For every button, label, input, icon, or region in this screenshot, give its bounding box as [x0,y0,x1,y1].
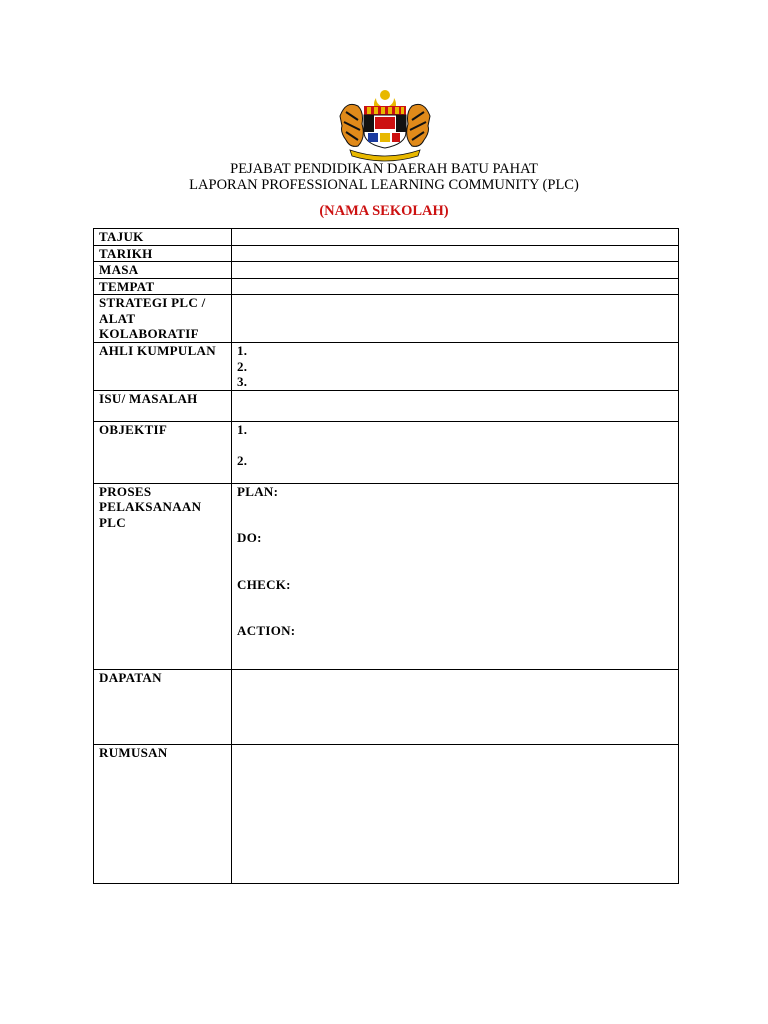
pdca-step-action: ACTION: [237,623,296,638]
list-item: 2. [237,453,248,468]
form-row-masa [94,262,679,279]
form-label: TEMPAT [94,278,232,295]
form-label: TAJUK [94,229,232,246]
form-field-masa[interactable] [232,262,679,279]
form-field-isu-masalah[interactable] [232,390,679,421]
form-field-proses[interactable] [232,483,679,669]
form-label: OBJEKTIF [94,421,232,483]
list-item: 3. [237,374,248,389]
list-item: 1. [237,343,248,358]
form-field-strategi[interactable] [232,295,679,343]
form-label: STRATEGI PLC / ALAT KOLABORATIF [94,295,232,343]
form-field-ahli-kumpulan[interactable] [232,343,679,391]
form-row-rumusan [94,744,679,883]
pdca-step-plan: PLAN: [237,483,279,499]
form-row-dapatan [94,669,679,744]
form-label: DAPATAN [94,669,232,744]
malaysia-coat-of-arms-icon [332,86,438,162]
form-field-tarikh[interactable] [232,245,679,262]
form-row-tajuk [94,229,679,246]
form-label: MASA [94,262,232,279]
list-item: 1. [237,421,248,437]
pdca-step-check: CHECK: [237,576,291,592]
form-label: TARIKH [94,245,232,262]
list-item: 2. [237,358,248,374]
form-field-tajuk[interactable] [232,229,679,246]
form-row-ahli-kumpulan [94,343,679,391]
form-row-tempat [94,278,679,295]
form-label: RUMUSAN [94,744,232,883]
school-name-placeholder: (NAMA SEKOLAH) [319,203,449,219]
plc-report-form [93,228,679,884]
report-title: LAPORAN PROFESSIONAL LEARNING COMMUNITY (PLC) [189,177,579,193]
form-row-tarikh [94,245,679,262]
form-row-proses [94,483,679,669]
form-row-strategi [94,295,679,343]
form-field-objektif[interactable] [232,421,679,483]
form-field-dapatan[interactable] [232,669,679,744]
form-label: ISU/ MASALAH [94,390,232,421]
form-field-rumusan[interactable] [232,744,679,883]
office-title: PEJABAT PENDIDIKAN DAERAH BATU PAHAT [230,161,538,177]
form-label: PROSES PELAKSANAAN PLC [94,483,232,669]
form-row-isu-masalah [94,390,679,421]
pdca-step-do: DO: [237,530,262,545]
form-field-tempat[interactable] [232,278,679,295]
form-row-objektif [94,421,679,483]
form-label: AHLI KUMPULAN [94,343,232,391]
